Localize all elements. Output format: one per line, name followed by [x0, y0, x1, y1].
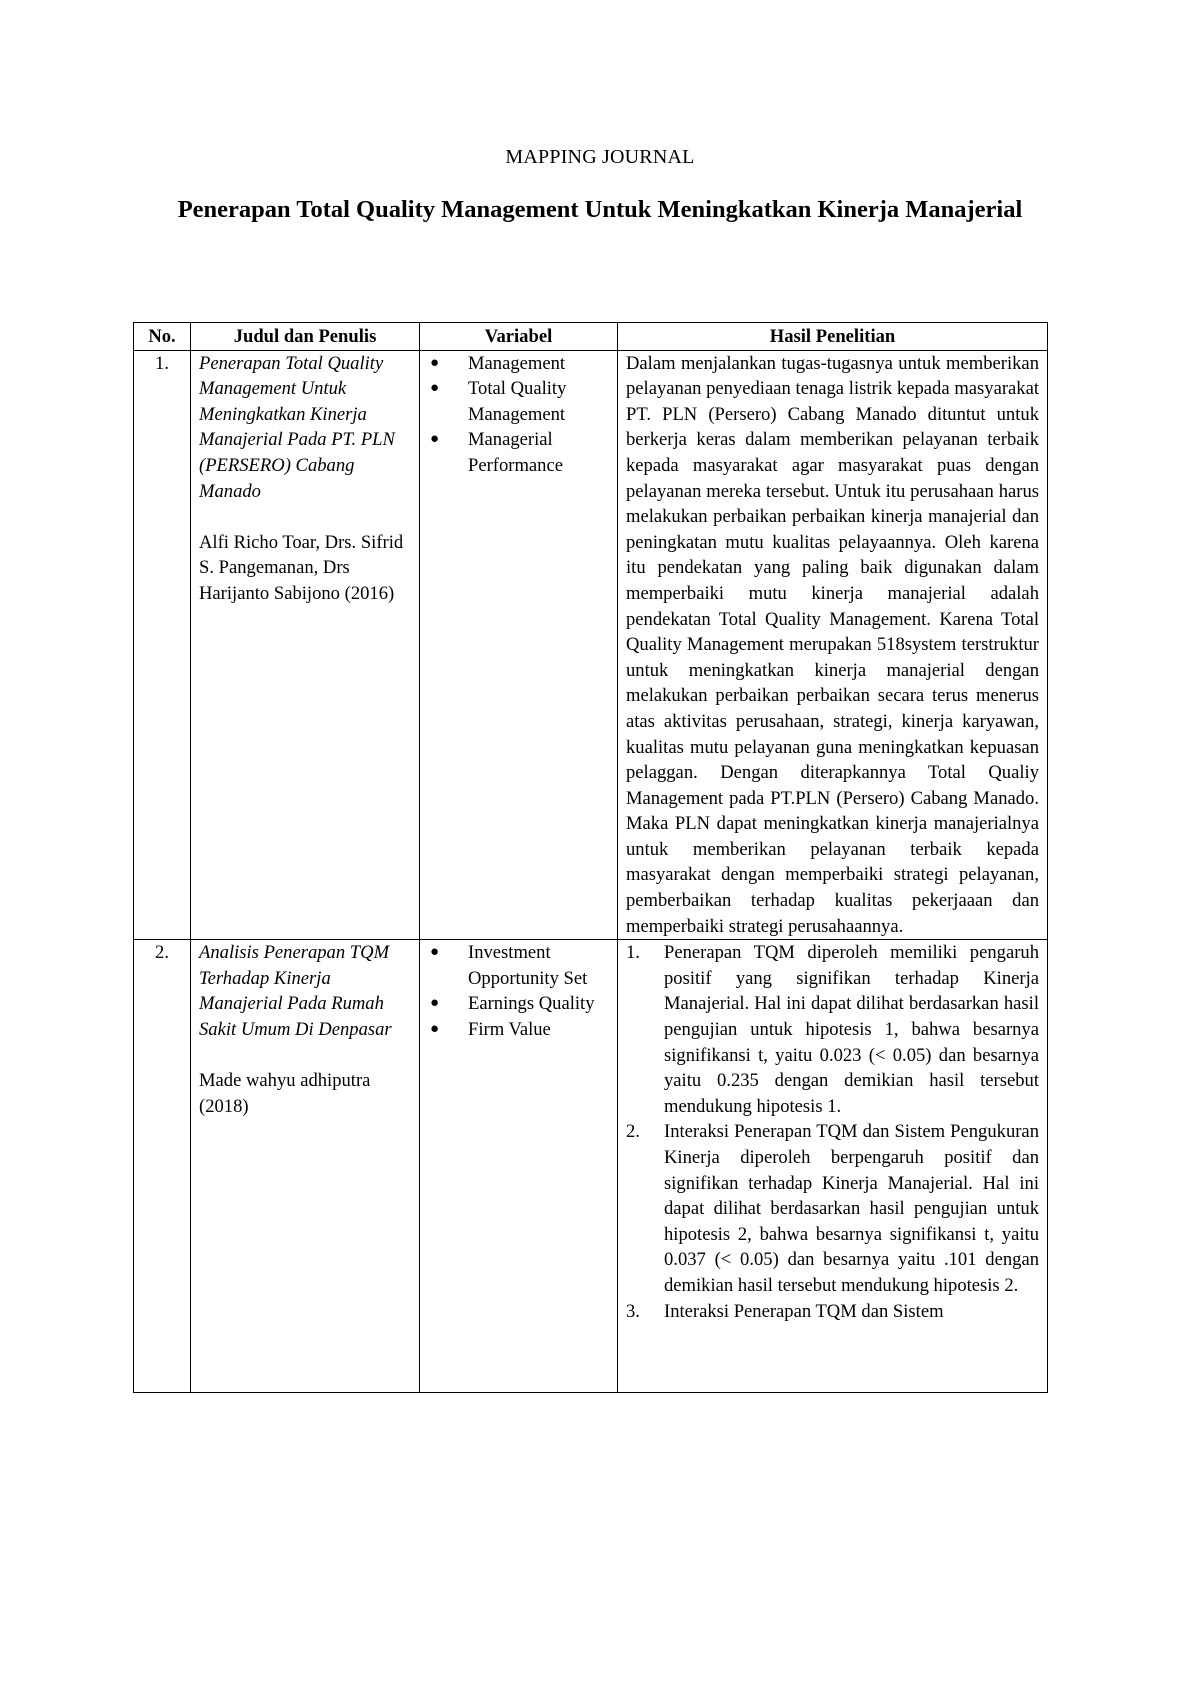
- mapping-table: [133, 322, 1048, 1393]
- variable-item: ● Managerial Performance: [430, 429, 563, 476]
- bullet-icon: ●: [430, 380, 440, 397]
- variable-item: ● Total Quality Management: [430, 378, 567, 425]
- hasil-item: 3. Interaksi Penerapan TQM dan Sistem: [626, 1299, 1039, 1325]
- header-no: No.: [134, 323, 191, 351]
- bullet-icon: ●: [430, 944, 440, 961]
- judul-cell: [191, 940, 420, 1393]
- header-judul: Judul dan Penulis: [191, 323, 420, 351]
- journal-authors: Made wahyu adhiputra (2018): [199, 1070, 371, 1117]
- table-header-row: [134, 323, 1048, 351]
- header-hasil: Hasil Penelitian: [618, 323, 1048, 351]
- row-number: 2.: [134, 940, 191, 1393]
- journal-title: Analisis Penerapan TQM Terhadap Kinerja Manajerial Pada Rumah Sakit Umum Di Denpasar: [199, 942, 392, 1041]
- bullet-icon: ●: [430, 431, 440, 448]
- page-heading: MAPPING JOURNAL: [505, 146, 695, 168]
- hasil-item: 1. Penerapan TQM diperoleh memiliki pengaruh positif yang signifikan terhadap Kinerja Manajerial. Hal ini dapat dilihat berdasarkan hasil pengujian untuk hipotesis 1, bahwa besarnya signifikansi t, yaitu 0.023 (< 0.05) dan besarnya yaitu 0.235 dengan demikian hasil tersebut mendukung hipotesis 1.: [626, 942, 1039, 1117]
- hasil-cell: [618, 350, 1048, 940]
- row-number: 1.: [134, 350, 191, 940]
- judul-cell: [191, 350, 420, 940]
- variable-item: ● Earnings Quality: [428, 991, 609, 1017]
- hasil-text: Dalam menjalankan tugas-tugasnya untuk memberikan pelayanan penyediaan tenaga listrik kepada masyarakat PT. PLN (Persero) Cabang Manado dituntut untuk berkerja keras dalam memberikan pelayanan terbaik kepada masyarakat agar masyarakat puas dengan pelayanan mereka tersebut. Untuk itu perusahaan harus melakukan perbaikan perbaikan kinerja manajerial dan peningkatan mutu kualitas pelayaannya. Oleh karena itu pendekatan yang paling baik digunakan dalam memperbaiki mutu kinerja manajerial adalah pendekatan Total Quality Management. Karena Total Quality Management merupakan 518system terstruktur untuk meningkatkan kinerja manajerial dengan melakukan perbaikan perbaikan secara terus menerus atas aktivitas perusahaan, strategi, kinerja karyawan, kualitas mutu pelayanan guna meningkatkan kepuasan pelaggan. Dengan diterapkannya Total Qualiy Management pada PT.PLN (Persero) Cabang Manado. Maka PLN dapat meningkatkan kinerja manajerialnya untuk memberikan pelayanan terbaik kepada masyarakat dengan memperbaiki strategi pelayanan, pemberbaikan terhadap kualitas pekerjaaan dan memperbaiki strategi perusahaannya.: [626, 352, 1039, 937]
- hasil-cell: [618, 940, 1048, 1393]
- bullet-icon: ●: [430, 1021, 440, 1038]
- journal-authors: Alfi Richo Toar, Drs. Sifrid S. Pangemanan, Drs Harijanto Sabijono (2016): [199, 531, 404, 604]
- header-variabel: Variabel: [420, 323, 618, 351]
- variable-item: ● Firm Value: [428, 1017, 609, 1043]
- journal-title: Penerapan Total Quality Management Untuk Meningkatkan Kinerja Manajerial Pada PT. PLN (PERSERO) Cabang Manado: [199, 352, 395, 502]
- item-number: 2.: [626, 1121, 640, 1143]
- item-number: 3.: [626, 1300, 640, 1322]
- table-row: [134, 350, 1048, 940]
- variable-item: ● Investment Opportunity Set: [430, 942, 588, 989]
- bullet-icon: ●: [430, 354, 440, 371]
- item-number: 1.: [626, 942, 640, 964]
- variabel-cell: [420, 940, 618, 1393]
- hasil-item: 2. Interaksi Penerapan TQM dan Sistem Pengukuran Kinerja diperoleh berpengaruh positif dan signifikan terhadap Kinerja Manajerial. Hal ini dapat dilihat berdasarkan hasil pengujian untuk hipotesis 2, bahwa besarnya signifikansi t, yaitu 0.037 (< 0.05) dan besarnya yaitu .101 dengan demikian hasil tersebut mendukung hipotesis 2.: [626, 1121, 1039, 1296]
- document-title: Penerapan Total Quality Management Untuk Meningkatkan Kinerja Manajerial: [177, 196, 1023, 223]
- bullet-icon: ●: [430, 995, 440, 1012]
- table-row: [134, 940, 1048, 1393]
- variabel-cell: [420, 350, 618, 940]
- variable-item: ● Management: [428, 351, 609, 377]
